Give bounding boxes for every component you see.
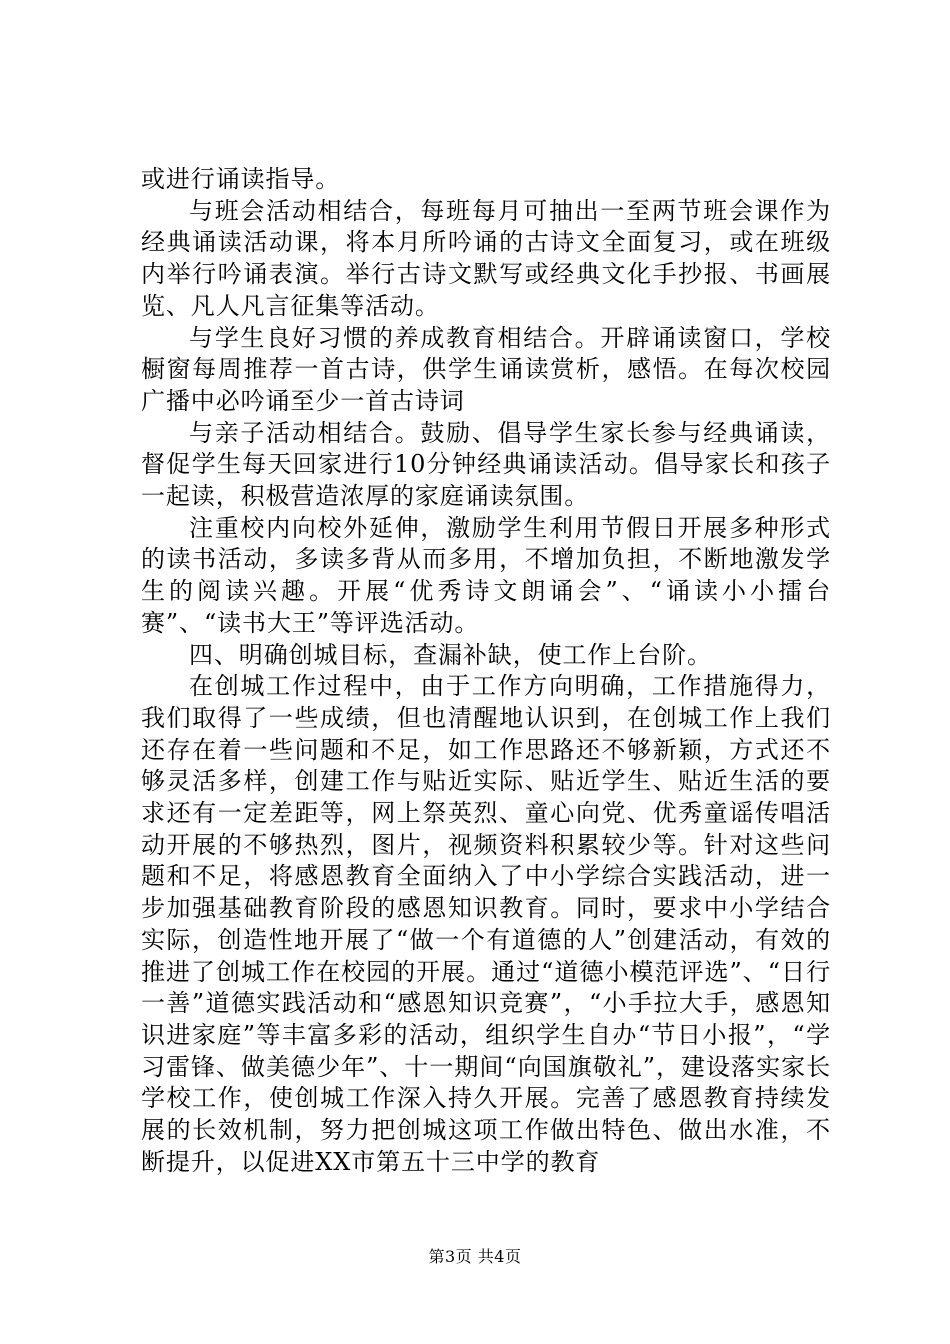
- paragraph-3: 与学生良好习惯的养成教育相结合。开辟诵读窗口，学校橱窗每周推荐一首古诗，供学生诵读赏析，感悟。在每次校园广播中必吟诵至少一首古诗词: [141, 323, 831, 415]
- paragraph-4: 与亲子活动相结合。鼓励、倡导学生家长参与经典诵读，督促学生每天回家进行10分钟经典诵读活动。倡导家长和孩子一起读，积极营造浓厚的家庭诵读氛围。: [141, 418, 831, 511]
- paragraph-1: 或进行诵读指导。: [141, 165, 341, 193]
- section-heading-4: 四、明确创城目标，查漏补缺，使工作上台阶。: [189, 640, 712, 669]
- paragraph-5: 注重校内向校外延伸，激励学生利用节假日开展多种形式的读书活动，多读多背从而多用，不增加负担，不断地激发学生的阅读兴趣。开展“优秀诗文朗诵会”、“诵读小小擂台赛”、“读书大王”等评选活动。: [141, 513, 831, 637]
- document-body: [141, 164, 831, 1179]
- page-number-footer: 第3页 共4页: [428, 1247, 522, 1266]
- paragraph-2: 与班会活动相结合，每班每月可抽出一至两节班会课作为经典诵读活动课，将本月所吟诵的古诗文全面复习，或在班级内举行吟诵表演。举行古诗文默写或经典文化手抄报、书画展览、凡人凡言征集等活动。: [141, 196, 831, 320]
- paragraph-7: 在创城工作过程中，由于工作方向明确，工作措施得力，我们取得了一些成绩，但也清醒地认识到，在创城工作上我们还存在着一些问题和不足，如工作思路还不够新颖，方式还不够灵活多样，创建工作与贴近实际、贴近学生、贴近生活的要求还有一定差距等，网上祭英烈、童心向党、优秀童谣传唱活动开展的不够热烈，图片，视频资料积累较少等。针对这些问题和不足，将感恩教育全面纳入了中小学综合实践活动，进一步加强基础教育阶段的感恩知识教育。同时，要求中小学结合实际，创造性地开展了“做一个有道德的人”创建活动，有效的推进了创城工作在校园的开展。通过“道德小模范评选”、“日行一善”道德实践活动和“感恩知识竞赛”，“小手拉大手，感恩知识进家庭”等丰富多彩的活动，组织学生自办“节日小报”，“学习雷锋、做美德少年”、十一期间“向国旗敬礼”，建设落实家长学校工作，使创城工作深入持久开展。完善了感恩教育持续发展的长效机制，努力把创城这项工作做出特色、做出水准，不断提升，以促进XX市第五十三中学的教育: [141, 672, 831, 1176]
